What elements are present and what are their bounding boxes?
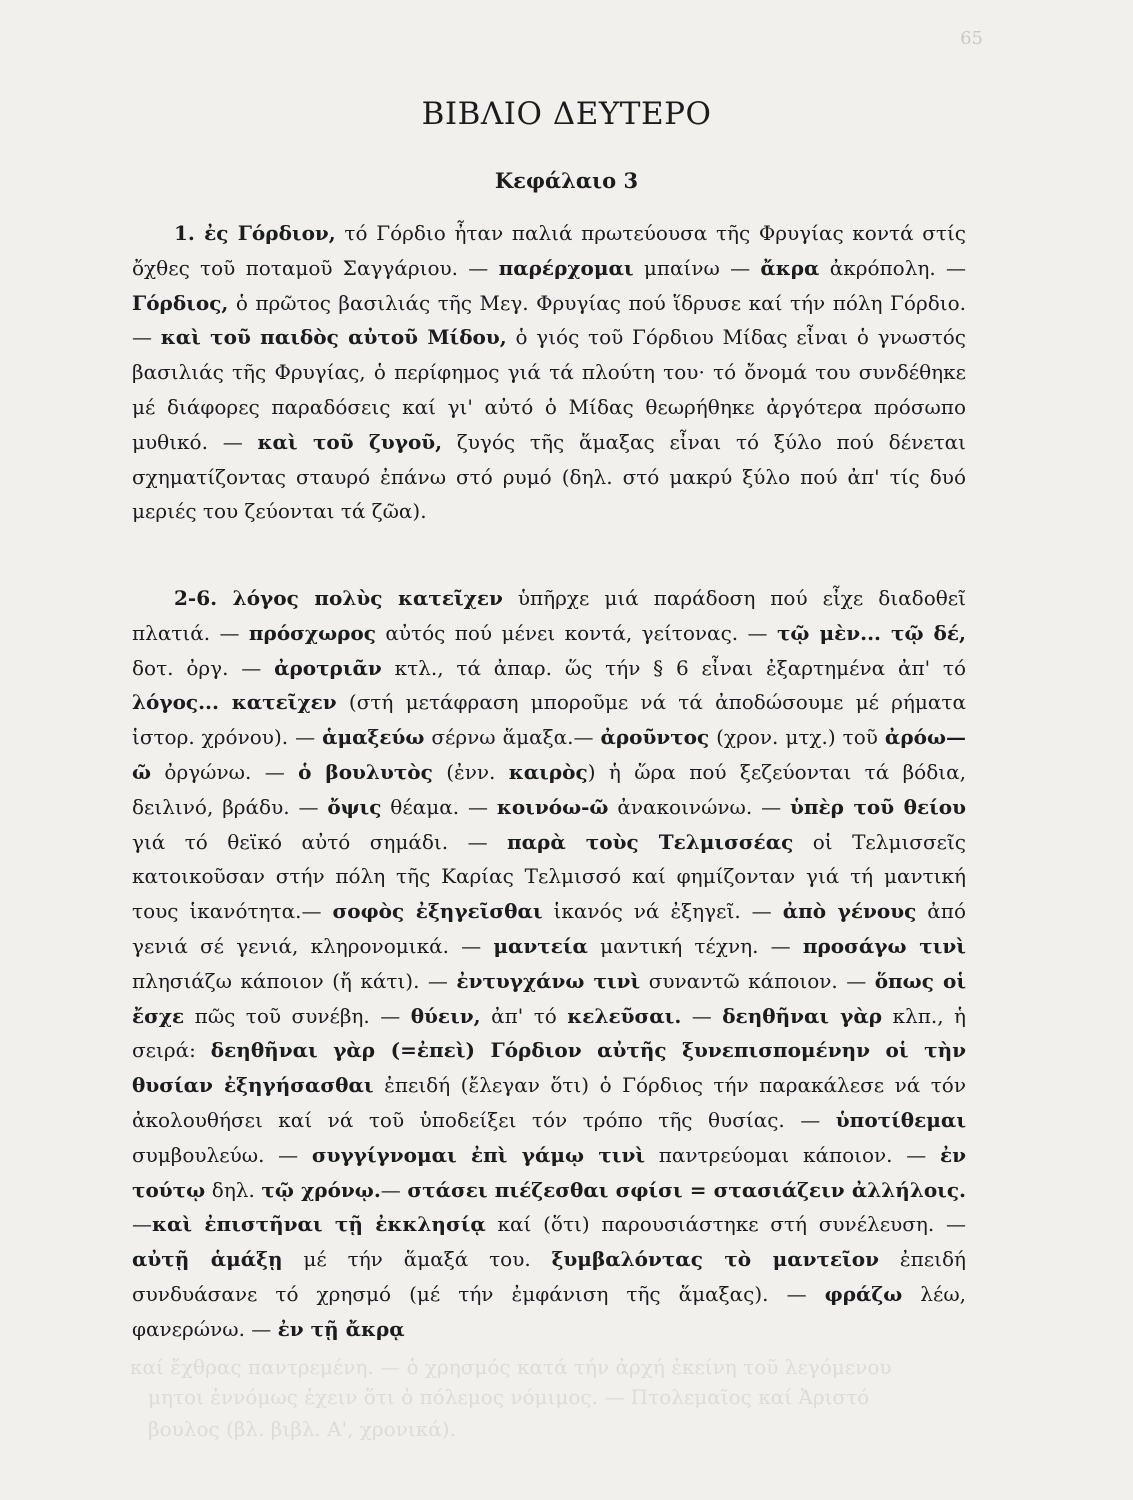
bleed-through-line-2: μητοι ἐννόμως ἐχειν ὅτι ὁ πόλεμος νόμιμος. — Πτολεμαῖος καί Ἀριστό xyxy=(148,1385,870,1409)
lemma-term: 2-6. λόγος πολὺς κατεῖχεν xyxy=(174,586,503,610)
commentary-text: πῶς τοῦ συνέβη. — xyxy=(184,1003,411,1028)
lemma-term: καὶ ἐπιστῆναι τῇ ἐκκλησίᾳ xyxy=(152,1212,486,1237)
lemma-term: θύειν, xyxy=(410,1003,481,1028)
lemma-term: ἀροῦντος xyxy=(600,725,710,750)
lemma-term: ἐντυγχάνω τινὶ xyxy=(456,968,641,993)
lemma-term: σοφὸς ἐξηγεῖσθαι xyxy=(332,899,543,924)
commentary-text: μπαίνω — xyxy=(633,255,761,280)
commentary-text: πλησιάζω κάποιον (ἤ κάτι). — xyxy=(132,968,457,993)
lemma-term: παρέρχομαι xyxy=(498,255,634,280)
bleed-through-line-3: βουλος (βλ. βιβλ. Α', χρονικά). xyxy=(148,1417,456,1441)
commentary-text: ἐπειδή (ἔλεγαν ὅτι) ὁ Γόρδιος τήν παρακάλεσε νά τόν ἀκολουθήσει καί νά τοῦ ὑποδείξει τόν τρόπο τῆς θυσίας. — xyxy=(132,1073,966,1132)
lemma-term: καὶ τοῦ ζυγοῦ, xyxy=(257,429,443,454)
commentary-text: δοτ. ὀργ. — xyxy=(132,655,275,680)
commentary-text: — xyxy=(681,1003,723,1028)
commentary-text: συναντῶ κάποιον. — xyxy=(640,968,875,993)
lemma-term: φράζω xyxy=(824,1281,903,1306)
commentary-text: (στή μετάφραση μποροῦμε νά τά ἀποδώσουμε μέ ρήματα ἱστορ. χρόνου). — xyxy=(132,690,966,750)
commentary-text: συμβουλεύω. — xyxy=(132,1142,312,1167)
commentary-text: λέω, φανερώνω. — xyxy=(132,1281,967,1341)
commentary-text: ὑπῆρχε μιά παράδοση πού εἶχε διαδοθεῖ πλατιά. — xyxy=(132,586,966,645)
lemma-term: Γόρδιος, xyxy=(132,290,229,315)
commentary-text: γιά τό θεϊκό αὐτό σημάδι. — xyxy=(132,829,508,854)
lemma-term: λόγος... κατεῖχεν xyxy=(132,690,337,715)
page-number: 65 xyxy=(960,28,983,49)
commentary-text: ζυγός τῆς ἅμαξας εἶναι τό ξύλο πού δένεται σχηματίζοντας σταυρό ἐπάνω στό ρυμό (δηλ. στό μακρύ ξύλο πού ἀπ' τίς δυό μεριές του ζεύονται τά ζῶα). xyxy=(132,429,966,524)
lemma-term: τῷ μὲν... τῷ δέ, xyxy=(776,620,966,645)
commentary-paragraph-1 xyxy=(132,216,966,529)
lemma-term: ἁμαξεύω xyxy=(322,725,425,750)
commentary-text: ἀπ' τό xyxy=(480,1003,568,1028)
commentary-text: σέρνω ἅμαξα.— xyxy=(424,725,601,750)
commentary-text: (ἐνν. xyxy=(432,759,509,784)
commentary-text: — xyxy=(132,1212,152,1237)
commentary-text: τό Γόρδιο ἦταν παλιά πρωτεύουσα τῆς Φρυγίας κοντά στίς ὄχθες τοῦ ποταμοῦ Σαγγάριου. — xyxy=(132,221,966,280)
chapter-title: Κεφάλαιο 3 xyxy=(494,168,639,193)
commentary-text: μαντική τέχνη. — xyxy=(587,933,803,958)
lemma-term: καιρὸς xyxy=(508,759,588,784)
commentary-text: ) ἡ ὥρα πού ξεζεύονται τά βόδια, δειλινό, βράδυ. — xyxy=(132,759,966,819)
commentary-text: θέαμα. — xyxy=(381,794,497,819)
commentary-text: — xyxy=(380,1177,408,1202)
lemma-term: παρὰ τοὺς Τελμισσέας xyxy=(507,829,794,854)
lemma-term: κοινόω-ῶ xyxy=(496,794,609,819)
commentary-text: δηλ. xyxy=(205,1177,262,1202)
commentary-paragraph-2 xyxy=(132,581,966,1347)
commentary-text: ὀργώνω. — xyxy=(151,759,299,784)
lemma-term: δεηθῆναι γὰρ (=ἐπεὶ) Γόρδιον αὐτῆς ξυνεπισπομένην οἱ τὴν θυσίαν ἐξηγήσασθαι xyxy=(132,1038,966,1098)
commentary-text: ὁ πρῶτος βασιλιάς τῆς Μεγ. Φρυγίας πού ἵδρυσε καί τήν πόλη Γόρδιο. — xyxy=(132,290,966,350)
commentary-text: κλπ., ἡ σειρά: xyxy=(132,1003,967,1063)
book-title: ΒΙΒΛΙΟ ΔΕΥΤΕΡΟ xyxy=(421,96,712,132)
lemma-term: ὑποτίθεμαι xyxy=(835,1107,966,1132)
lemma-term: ἀροτριᾶν xyxy=(274,655,382,680)
commentary-text: κτλ., τά ἀπαρ. ὥς τήν § 6 εἶναι ἐξαρτημένα ἀπ' τό xyxy=(381,655,967,680)
commentary-text: ἀπό γενιά σέ γενιά, κληρονομικά. — xyxy=(132,899,966,958)
lemma-term: ἐν τούτῳ xyxy=(132,1142,966,1202)
commentary-text: ἀκρόπολη. — xyxy=(819,255,966,280)
lemma-term: ὁ βουλυτὸς xyxy=(298,759,433,784)
commentary-text: ἐπειδή συνδυάσανε τό χρησμό (μέ τήν ἐμφάνιση τῆς ἅμαξας). — xyxy=(132,1247,966,1306)
lemma-term: ἄκρα xyxy=(760,255,820,280)
commentary-text: μέ τήν ἅμαξά του. xyxy=(282,1247,552,1272)
commentary-text: αὐτός πού μένει κοντά, γείτονας. — xyxy=(375,620,777,645)
lemma-term: ἀπὸ γένους xyxy=(782,899,917,924)
lemma-term: αὐτῇ ἁμάξῃ xyxy=(132,1247,283,1272)
lemma-term: ὄψις xyxy=(327,794,382,819)
lemma-term: καὶ τοῦ παιδὸς αὐτοῦ Μίδου, xyxy=(160,325,507,350)
lemma-term: συγγίγνομαι ἐπὶ γάμῳ τινὶ xyxy=(311,1142,646,1167)
lemma-term: 1. ἐς Γόρδιον, xyxy=(174,221,336,245)
lemma-term: ὅπως οἱ ἔσχε xyxy=(132,968,966,1028)
lemma-term: μαντεία xyxy=(493,933,588,958)
commentary-text: οἱ Τελμισσεῖς κατοικοῦσαν στήν πόλη τῆς Καρίας Τελμισσό καί φημίζονταν γιά τή μαντική τους ἱκανότητα.— xyxy=(132,829,966,924)
commentary-text: ἱκανός νά ἐξηγεῖ. — xyxy=(542,899,783,924)
lemma-term: δεηθῆναι γὰρ xyxy=(722,1003,883,1028)
commentary-text: καί (ὅτι) παρουσιάστηκε στή συνέλευση. — xyxy=(485,1212,966,1237)
commentary-text: ὁ γιός τοῦ Γόρδιου Μίδας εἶναι ὁ γνωστός βασιλιάς τῆς Φρυγίας, ὁ περίφημος γιά τά πλούτη του· τό ὄνομά του συνδέθηκε μέ διάφορες παραδόσεις καί γι' αὐτό ὁ Μίδας θεωρήθηκε ἀργότερα πρόσωπο μυθικό. — xyxy=(132,325,966,454)
commentary-text: (χρον. μτχ.) τοῦ xyxy=(709,725,885,750)
lemma-term: ξυμβαλόντας τὸ μαντεῖον xyxy=(551,1247,880,1272)
lemma-term: ὑπὲρ τοῦ θείου xyxy=(789,794,967,819)
commentary-text: παντρεύομαι κάποιον. — xyxy=(645,1142,940,1167)
lemma-term: τῷ χρόνῳ. xyxy=(261,1177,381,1202)
lemma-term: πρόσχωρος xyxy=(248,620,376,645)
commentary-text: ἀνακοινώνω. — xyxy=(608,794,790,819)
lemma-term: στάσει πιέζεσθαι σφίσι = στασιάζειν ἀλλήλοις. xyxy=(407,1177,966,1202)
lemma-term: προσάγω τινὶ xyxy=(802,933,966,958)
lemma-term: κελεῦσαι. xyxy=(567,1003,682,1028)
lemma-term: ἐν τῇ ἄκρᾳ xyxy=(277,1316,405,1341)
lemma-term: ἀρόω—ῶ xyxy=(132,725,966,784)
bleed-through-line-1: καί ἔχθρας παντρεμένη. — ὁ χρησμός κατά τήν ἀρχή ἐκείνη τοῦ λεγόμενου xyxy=(130,1355,892,1379)
